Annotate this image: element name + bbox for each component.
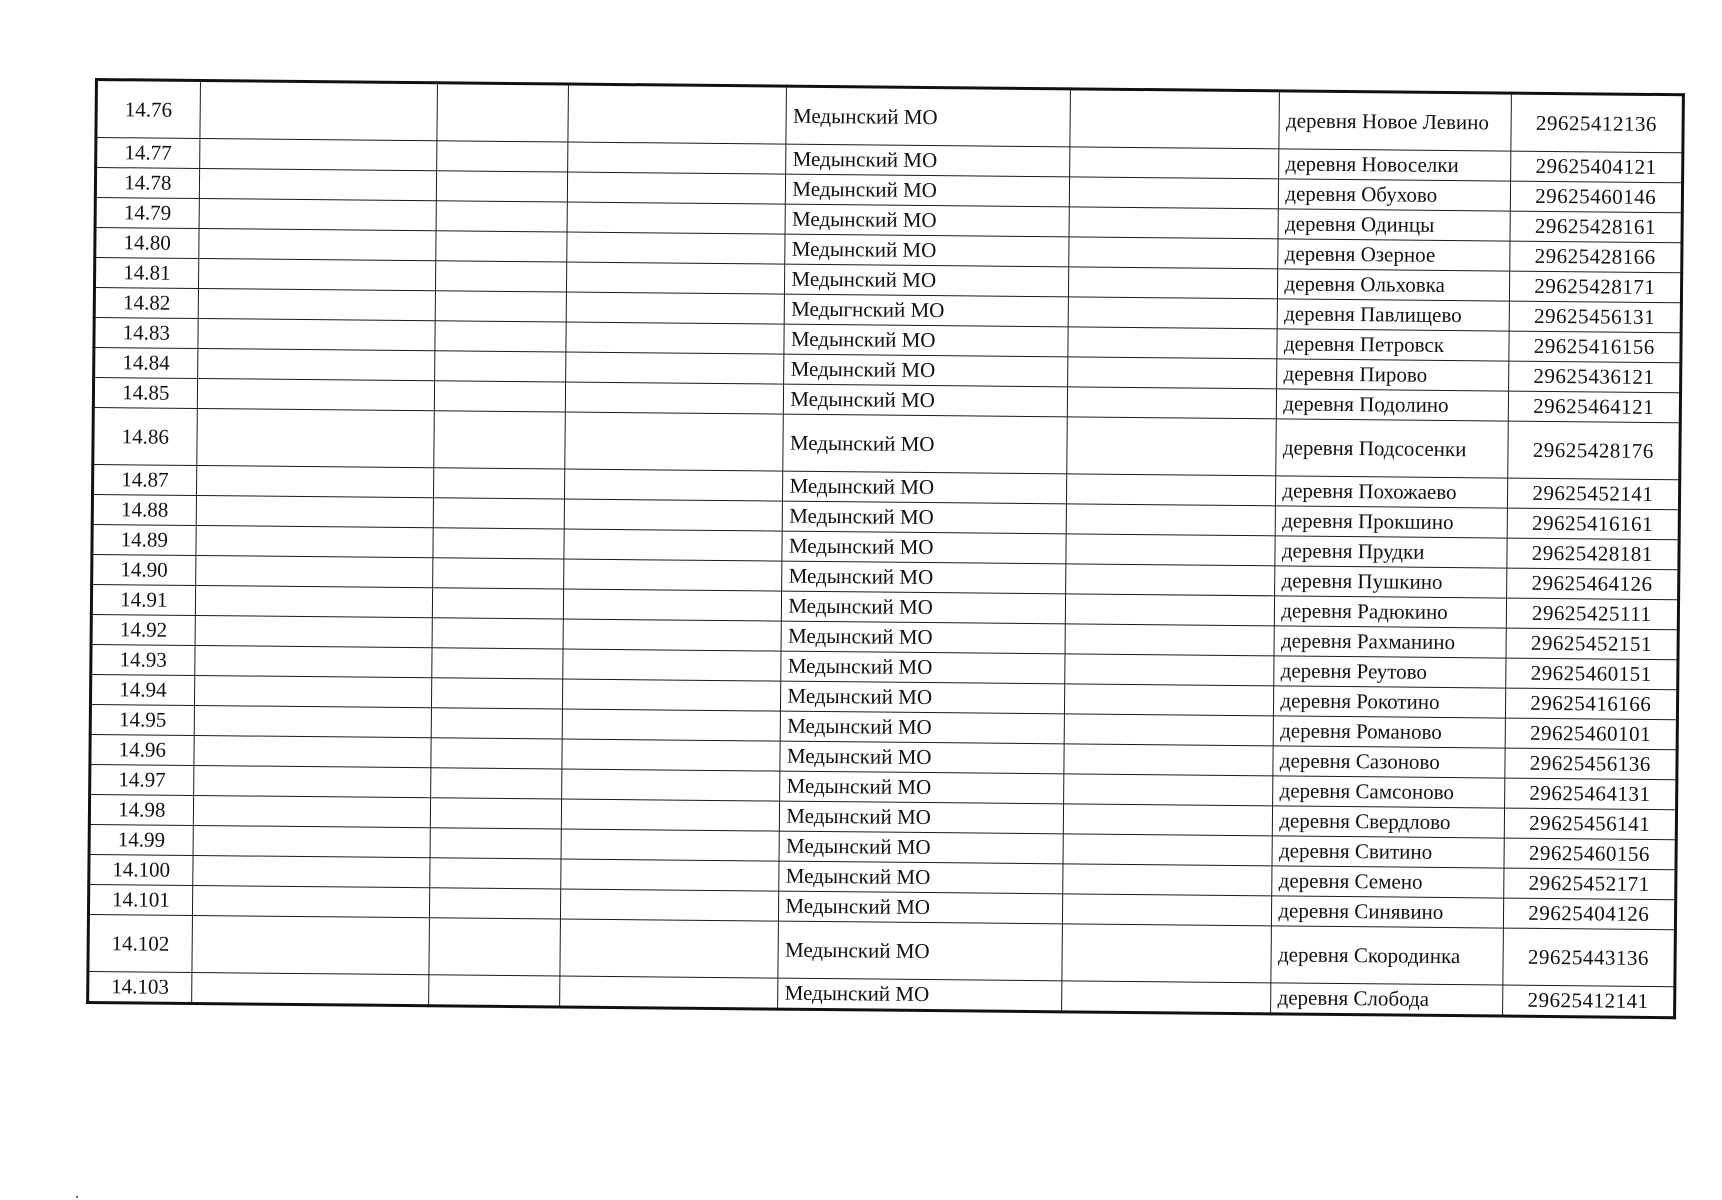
row-number-cell: 14.98 [89, 794, 193, 825]
settlement-cell: деревня Скородинка [1271, 926, 1503, 985]
row-number-cell: 14.85 [93, 378, 197, 409]
settlement-cell: деревня Семено [1272, 866, 1503, 898]
empty-cell [199, 139, 437, 171]
settlement-cell: деревня Рахманино [1274, 626, 1505, 658]
empty-cell [200, 81, 438, 141]
empty-cell [1069, 177, 1279, 209]
scan-speck [76, 1196, 78, 1198]
empty-cell [561, 889, 779, 921]
municipality-cell: Медынский МО [781, 621, 1065, 654]
empty-cell [566, 292, 784, 324]
settlement-cell: деревня Пирово [1277, 359, 1508, 391]
oktmo-code-cell: 29625460156 [1504, 838, 1677, 870]
oktmo-code-cell: 29625404121 [1510, 151, 1683, 183]
oktmo-code-cell: 29625425111 [1506, 598, 1679, 630]
empty-cell [1063, 834, 1273, 866]
row-number-cell: 14.83 [94, 318, 198, 349]
empty-cell [431, 798, 562, 829]
row-number-cell: 14.90 [92, 554, 196, 585]
settlement-cell: деревня Сазоново [1273, 746, 1504, 778]
empty-cell [1070, 89, 1280, 149]
row-number-cell: 14.81 [94, 258, 198, 289]
empty-cell [192, 855, 430, 887]
oktmo-code-cell: 29625452171 [1503, 868, 1676, 900]
row-number-cell: 14.84 [94, 348, 198, 379]
oktmo-code-cell: 29625464131 [1504, 778, 1677, 810]
empty-cell [568, 142, 786, 174]
municipality-cell: Медыгнский МО [785, 294, 1069, 327]
empty-cell [566, 352, 784, 384]
empty-cell [565, 412, 784, 471]
row-number-cell: 14.100 [89, 854, 193, 885]
empty-cell [568, 84, 787, 144]
oktmo-code-cell: 29625436121 [1508, 361, 1681, 393]
settlement-cell: деревня Пушкино [1275, 566, 1506, 598]
empty-cell [567, 232, 785, 264]
settlement-cell: деревня Озерное [1278, 239, 1509, 271]
municipality-cell: Медынский МО [785, 264, 1069, 297]
empty-cell [193, 795, 431, 827]
empty-cell [562, 709, 780, 741]
empty-cell [436, 231, 567, 262]
row-number-cell: 14.95 [90, 704, 194, 735]
empty-cell [1062, 981, 1272, 1014]
table-body [88, 80, 1684, 1018]
empty-cell [1066, 564, 1276, 596]
empty-cell [432, 648, 563, 679]
empty-cell [1065, 654, 1275, 686]
empty-cell [1066, 534, 1276, 566]
empty-cell [433, 528, 564, 559]
municipality-cell: Медынский МО [778, 978, 1062, 1012]
empty-cell [431, 738, 562, 769]
settlement-cell: деревня Похожаево [1276, 476, 1507, 508]
empty-cell [560, 919, 779, 978]
empty-cell [1068, 267, 1278, 299]
oktmo-code-cell: 29625456141 [1504, 808, 1677, 840]
settlement-cell: деревня Прокшино [1276, 506, 1507, 538]
municipality-cell: Медынский МО [784, 324, 1068, 357]
empty-cell [195, 555, 433, 587]
municipality-cell: Медынский МО [780, 771, 1064, 804]
row-number-cell: 14.78 [95, 168, 199, 199]
oktmo-code-cell: 29625428161 [1510, 211, 1683, 243]
empty-cell [434, 411, 565, 469]
municipality-cell: Медынский МО [786, 144, 1070, 177]
settlement-cell: деревня Слобода [1271, 983, 1503, 1016]
empty-cell [198, 288, 436, 320]
empty-cell [430, 888, 561, 919]
settlement-cell: деревня Обухово [1279, 179, 1510, 211]
settlement-cell: деревня Новоселки [1279, 149, 1510, 181]
empty-cell [566, 322, 784, 354]
empty-cell [563, 649, 781, 681]
municipality-cell: Медынский МО [778, 921, 1062, 981]
municipality-cell: Медынский МО [785, 204, 1069, 237]
empty-cell [437, 141, 568, 172]
empty-cell [436, 261, 567, 292]
empty-cell [429, 975, 560, 1007]
oktmo-code-cell: 29625412141 [1502, 985, 1675, 1018]
empty-cell [437, 83, 568, 142]
oktmo-code-cell: 29625456136 [1504, 748, 1677, 780]
empty-cell [1065, 624, 1275, 656]
oktmo-code-cell: 29625452141 [1507, 478, 1680, 510]
empty-cell [435, 381, 566, 412]
settlement-cell: деревня Подолино [1277, 389, 1508, 421]
oktmo-code-cell: 29625416156 [1508, 331, 1681, 363]
row-number-cell: 14.96 [90, 734, 194, 765]
empty-cell [1067, 417, 1277, 476]
oktmo-code-cell: 29625428166 [1509, 241, 1682, 273]
empty-cell [1066, 474, 1276, 506]
empty-cell [1064, 714, 1274, 746]
empty-cell [434, 468, 565, 499]
municipality-cell: Медынский МО [779, 891, 1063, 924]
empty-cell [1066, 504, 1276, 536]
municipality-cell: Медынский МО [786, 86, 1070, 147]
municipality-cell: Медынский МО [783, 414, 1067, 474]
settlement-cell: деревня Свитино [1272, 836, 1503, 868]
empty-cell [564, 589, 782, 621]
empty-cell [192, 885, 430, 917]
municipality-cell: Медынский МО [785, 234, 1069, 267]
settlement-cell: деревня Радюкино [1275, 596, 1506, 628]
municipality-cell: Медынский МО [781, 681, 1065, 714]
empty-cell [431, 768, 562, 799]
oktmo-code-cell: 29625404126 [1503, 898, 1676, 930]
row-number-cell: 14.103 [88, 971, 192, 1003]
oktmo-code-cell: 29625416161 [1507, 508, 1680, 540]
empty-cell [433, 588, 564, 619]
empty-cell [432, 708, 563, 739]
empty-cell [434, 498, 565, 529]
municipality-cell: Медынский МО [781, 651, 1065, 684]
municipality-cell: Медынский МО [782, 531, 1066, 564]
municipality-cell: Медынский МО [782, 591, 1066, 624]
empty-cell [195, 615, 433, 647]
settlement-cell: деревня Самсоново [1273, 776, 1504, 808]
oktmo-code-cell: 29625443136 [1502, 928, 1675, 987]
empty-cell [1065, 594, 1275, 626]
empty-cell [1062, 894, 1272, 926]
oktmo-code-cell: 29625464121 [1508, 391, 1681, 423]
empty-cell [432, 618, 563, 649]
empty-cell [193, 825, 431, 857]
empty-cell [1069, 207, 1279, 239]
empty-cell [563, 679, 781, 711]
empty-cell [563, 619, 781, 651]
oktmo-code-cell: 29625460146 [1510, 181, 1683, 213]
settlement-cell: деревня Синявино [1272, 896, 1503, 928]
oktmo-code-cell: 29625428171 [1509, 271, 1682, 303]
empty-cell [564, 529, 782, 561]
empty-cell [562, 799, 780, 831]
row-number-cell: 14.88 [92, 494, 196, 525]
empty-cell [196, 525, 434, 557]
empty-cell [194, 705, 432, 737]
row-number-cell: 14.101 [88, 884, 192, 915]
empty-cell [1064, 684, 1274, 716]
empty-cell [192, 915, 430, 974]
empty-cell [1063, 804, 1273, 836]
empty-cell [196, 495, 434, 527]
empty-cell [198, 259, 436, 291]
empty-cell [194, 735, 432, 767]
empty-cell [195, 585, 433, 617]
empty-cell [198, 229, 436, 261]
empty-cell [560, 976, 778, 1009]
row-number-cell: 14.91 [91, 584, 195, 615]
row-number-cell: 14.94 [90, 674, 194, 705]
empty-cell [1068, 357, 1278, 389]
scanned-page [86, 78, 1685, 1019]
empty-cell [437, 171, 568, 202]
municipality-cell: Медынский МО [780, 801, 1064, 834]
row-number-cell: 14.89 [92, 524, 196, 555]
empty-cell [568, 172, 786, 204]
oktmo-code-cell: 29625412136 [1510, 93, 1683, 153]
empty-cell [1063, 864, 1273, 896]
row-number-cell: 14.76 [96, 80, 200, 139]
oktmo-code-cell: 29625464126 [1506, 568, 1679, 600]
empty-cell [196, 465, 434, 497]
empty-cell [199, 169, 437, 201]
empty-cell [435, 321, 566, 352]
oktmo-code-cell: 29625416166 [1505, 688, 1678, 720]
settlement-cell: деревня Одинцы [1278, 209, 1509, 241]
empty-cell [561, 859, 779, 891]
municipality-cell: Медынский МО [783, 501, 1067, 534]
empty-cell [197, 348, 435, 380]
empty-cell [198, 318, 436, 350]
empty-cell [1068, 297, 1278, 329]
settlement-cell: деревня Рокотино [1274, 686, 1505, 718]
empty-cell [566, 382, 784, 414]
empty-cell [567, 202, 785, 234]
empty-cell [565, 469, 783, 501]
empty-cell [562, 769, 780, 801]
row-number-cell: 14.82 [94, 288, 198, 319]
empty-cell [1067, 387, 1277, 419]
settlement-cell: деревня Петровск [1277, 329, 1508, 361]
empty-cell [564, 499, 782, 531]
row-number-cell: 14.97 [90, 764, 194, 795]
row-number-cell: 14.87 [93, 464, 197, 495]
settlement-cell: деревня Подсосенки [1276, 419, 1508, 478]
settlement-cell: деревня Романово [1274, 716, 1505, 748]
oktmo-code-cell: 29625428181 [1506, 538, 1679, 570]
row-number-cell: 14.99 [89, 824, 193, 855]
row-number-cell: 14.86 [93, 407, 197, 465]
oktmo-code-cell: 29625428176 [1507, 421, 1680, 480]
empty-cell [197, 378, 435, 410]
row-number-cell: 14.79 [95, 198, 199, 229]
row-number-cell: 14.77 [96, 138, 200, 169]
oktmo-code-cell: 29625460101 [1505, 718, 1678, 750]
empty-cell [1062, 924, 1272, 983]
settlement-cell: деревня Новое Левино [1279, 91, 1511, 151]
oktmo-code-cell: 29625456131 [1509, 301, 1682, 333]
row-number-cell: 14.80 [95, 228, 199, 259]
municipality-cell: Медынский МО [782, 561, 1066, 594]
row-number-cell: 14.102 [88, 914, 192, 972]
empty-cell [562, 739, 780, 771]
empty-cell [194, 675, 432, 707]
municipality-cell: Медынский МО [784, 384, 1068, 417]
municipality-cell: Медынский МО [781, 711, 1065, 744]
empty-cell [191, 972, 429, 1005]
empty-cell [1068, 327, 1278, 359]
row-number-cell: 14.93 [91, 644, 195, 675]
empty-cell [430, 858, 561, 889]
municipality-cell: Медынский МО [786, 174, 1070, 207]
empty-cell [430, 828, 561, 859]
empty-cell [196, 408, 434, 467]
municipality-cell: Медынский МО [779, 831, 1063, 864]
empty-cell [436, 291, 567, 322]
empty-cell [193, 765, 431, 797]
settlement-cell: деревня Павлищево [1278, 299, 1509, 331]
empty-cell [1069, 237, 1279, 269]
empty-cell [433, 558, 564, 589]
empty-cell [1064, 774, 1274, 806]
empty-cell [199, 199, 437, 231]
settlement-cell: деревня Реутово [1274, 656, 1505, 688]
municipality-cell: Медынский МО [783, 471, 1067, 504]
empty-cell [1070, 147, 1280, 179]
settlement-cell: деревня Ольховка [1278, 269, 1509, 301]
empty-cell [1064, 744, 1274, 776]
municipality-cell: Медынский МО [779, 861, 1063, 894]
municipality-cell: Медынский МО [780, 741, 1064, 774]
empty-cell [567, 262, 785, 294]
settlement-cell: деревня Свердлово [1273, 806, 1504, 838]
empty-cell [436, 201, 567, 232]
settlements-table [86, 78, 1685, 1019]
municipality-cell: Медынский МО [784, 354, 1068, 387]
empty-cell [561, 829, 779, 861]
empty-cell [432, 678, 563, 709]
settlement-cell: деревня Прудки [1275, 536, 1506, 568]
empty-cell [429, 918, 560, 976]
empty-cell [564, 559, 782, 591]
oktmo-code-cell: 29625460151 [1505, 658, 1678, 690]
row-number-cell: 14.92 [91, 614, 195, 645]
empty-cell [194, 645, 432, 677]
oktmo-code-cell: 29625452151 [1506, 628, 1679, 660]
empty-cell [435, 351, 566, 382]
